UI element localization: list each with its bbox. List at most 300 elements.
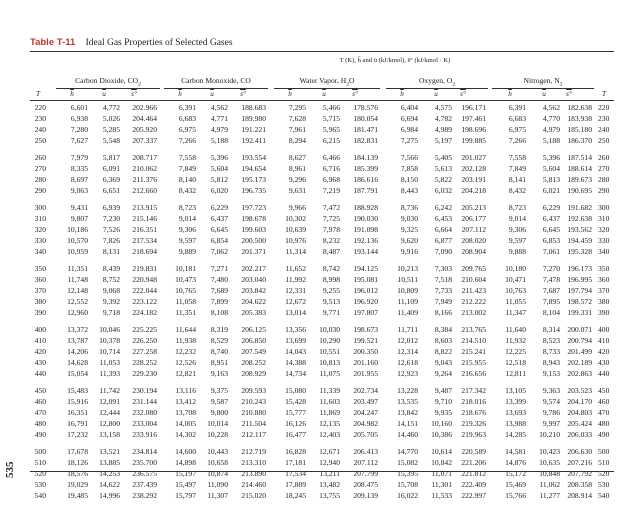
table-number: Table T-11 xyxy=(30,37,76,48)
value-cell: 5,548 xyxy=(102,136,120,145)
value-cell: 17,678 xyxy=(67,447,88,456)
column-header: $\overline{u}$ xyxy=(542,90,546,98)
value-cell: 14,302 xyxy=(175,430,196,439)
temperature-cell: 250 xyxy=(34,136,46,145)
table-row xyxy=(30,113,614,124)
value-cell: 203.191 xyxy=(461,175,486,184)
value-cell: 205.383 xyxy=(241,308,266,317)
value-cell: 8,140 xyxy=(178,175,196,184)
value-cell: 194.459 xyxy=(567,236,592,245)
value-cell: 195.173 xyxy=(241,175,266,184)
value-cell: 9,296 xyxy=(288,175,306,184)
value-cell: 7,518 xyxy=(434,275,452,284)
value-cell: 182.638 xyxy=(567,103,592,112)
value-cell: 213.915 xyxy=(132,203,157,212)
column-header: s° xyxy=(566,90,572,98)
value-cell: 9,800 xyxy=(210,408,228,417)
value-cell: 186.370 xyxy=(567,136,592,145)
temperature-cell: 280 xyxy=(34,175,46,184)
value-cell: 5,604 xyxy=(210,164,228,173)
value-cell: 224.182 xyxy=(132,308,157,317)
column-header: T xyxy=(602,90,606,98)
value-cell: 7,858 xyxy=(400,164,418,173)
value-cell: 10,210 xyxy=(539,430,560,439)
value-cell: 15,197 xyxy=(175,469,196,478)
value-cell: 208.020 xyxy=(461,236,486,245)
value-cell: 15,469 xyxy=(505,480,526,489)
value-cell: 13,699 xyxy=(285,336,306,345)
value-cell: 10,378 xyxy=(99,336,120,345)
value-cell: 8,439 xyxy=(102,264,120,273)
temperature-cell: 310 xyxy=(34,214,46,223)
column-header: $\overline{u}$ xyxy=(102,90,106,98)
value-cell: 9,631 xyxy=(288,186,306,195)
table-row xyxy=(30,307,614,318)
value-cell: 207.337 xyxy=(132,136,157,145)
value-cell: 198.673 xyxy=(353,325,378,334)
value-cell: 5,188 xyxy=(210,136,228,145)
value-cell: 10,551 xyxy=(319,347,340,356)
value-cell: 9,068 xyxy=(102,286,120,295)
column-header: s° xyxy=(460,90,466,98)
column-header: $\overline{h}$ xyxy=(508,90,512,98)
value-cell: 13,755 xyxy=(319,491,340,500)
value-cell: 5,817 xyxy=(102,153,120,162)
value-cell: 216.656 xyxy=(461,369,486,378)
value-cell: 12,821 xyxy=(175,369,196,378)
group-underline xyxy=(386,88,488,89)
value-cell: 13,708 xyxy=(175,408,196,417)
value-cell: 11,314 xyxy=(285,247,306,256)
value-cell: 200.794 xyxy=(567,336,592,345)
value-cell: 10,386 xyxy=(431,430,452,439)
temperature-cell: 390 xyxy=(598,308,610,317)
value-cell: 207.549 xyxy=(241,347,266,356)
value-cell: 11,652 xyxy=(285,264,306,273)
value-cell: 15,497 xyxy=(175,480,196,489)
value-cell: 6,645 xyxy=(210,225,228,234)
value-cell: 196.920 xyxy=(353,297,378,306)
value-cell: 6,229 xyxy=(210,203,228,212)
value-cell: 11,748 xyxy=(67,275,88,284)
value-cell: 17,232 xyxy=(67,430,88,439)
table-row xyxy=(30,457,614,468)
value-cell: 9,587 xyxy=(210,397,228,406)
value-cell: 197.794 xyxy=(567,286,592,295)
value-cell: 16,791 xyxy=(67,419,88,428)
value-cell: 9,264 xyxy=(434,369,452,378)
value-cell: 193.554 xyxy=(241,153,266,162)
temperature-cell: 540 xyxy=(34,491,46,500)
value-cell: 10,302 xyxy=(285,214,306,223)
group-underline xyxy=(164,88,268,89)
temperature-cell: 520 xyxy=(34,469,46,478)
value-cell: 13,105 xyxy=(505,386,526,395)
value-cell: 5,965 xyxy=(322,125,340,134)
table-row xyxy=(30,324,614,335)
value-cell: 10,228 xyxy=(207,430,228,439)
value-cell: 4,979 xyxy=(542,125,560,134)
table-row xyxy=(30,407,614,418)
value-cell: 233.916 xyxy=(132,430,157,439)
group-underline xyxy=(274,88,380,89)
value-cell: 222.409 xyxy=(461,480,486,489)
value-cell: 5,026 xyxy=(102,114,120,123)
temperature-cell: 470 xyxy=(34,408,46,417)
value-cell: 202.966 xyxy=(132,103,157,112)
value-cell: 191.682 xyxy=(567,203,592,212)
value-cell: 19,485 xyxy=(67,491,88,500)
temperature-cell: 230 xyxy=(598,114,610,123)
value-cell: 5,285 xyxy=(102,125,120,134)
value-cell: 5,613 xyxy=(434,164,452,173)
value-cell: 218.016 xyxy=(461,397,486,406)
value-cell: 222.044 xyxy=(132,286,157,295)
table-row xyxy=(30,135,614,146)
value-cell: 10,635 xyxy=(539,458,560,467)
table-row xyxy=(30,335,614,346)
value-cell: 198.696 xyxy=(461,125,486,134)
value-cell: 206.033 xyxy=(567,430,592,439)
value-cell: 12,923 xyxy=(397,369,418,378)
temperature-cell: 390 xyxy=(34,308,46,317)
value-cell: 203.040 xyxy=(241,275,266,284)
value-cell: 8,961 xyxy=(288,164,306,173)
value-cell: 9,889 xyxy=(178,247,196,256)
value-cell: 11,603 xyxy=(319,397,340,406)
value-cell: 10,180 xyxy=(505,264,526,273)
value-cell: 11,055 xyxy=(505,297,526,306)
temperature-cell: 510 xyxy=(598,458,610,467)
value-cell: 218.694 xyxy=(132,247,157,256)
table-row xyxy=(30,102,614,113)
value-cell: 10,959 xyxy=(67,247,88,256)
value-cell: 204.170 xyxy=(567,397,592,406)
value-cell: 219.326 xyxy=(461,419,486,428)
value-cell: 6,664 xyxy=(434,225,452,234)
table-row xyxy=(30,174,614,185)
value-cell: 10,181 xyxy=(175,264,196,273)
value-cell: 7,949 xyxy=(434,297,452,306)
table-row xyxy=(30,296,614,307)
value-cell: 204.982 xyxy=(353,419,378,428)
value-cell: 221.206 xyxy=(461,458,486,467)
value-cell: 12,135 xyxy=(319,419,340,428)
temperature-cell: 380 xyxy=(34,297,46,306)
column-header: s° xyxy=(131,90,137,98)
value-cell: 11,351 xyxy=(67,264,88,273)
value-cell: 208.252 xyxy=(241,358,266,367)
value-cell: 7,090 xyxy=(434,247,452,256)
value-cell: 6,021 xyxy=(542,186,560,195)
table-row xyxy=(30,246,614,257)
value-cell: 191.221 xyxy=(241,125,266,134)
temperature-cell: 490 xyxy=(34,430,46,439)
value-cell: 226.250 xyxy=(132,336,157,345)
table-body xyxy=(30,102,614,507)
temperature-cell: 250 xyxy=(598,136,610,145)
value-cell: 8,166 xyxy=(434,308,452,317)
temperature-cell: 240 xyxy=(34,125,46,134)
value-cell: 12,148 xyxy=(67,286,88,295)
value-cell: 12,232 xyxy=(175,347,196,356)
temperature-cell: 500 xyxy=(598,447,610,456)
row-group xyxy=(30,324,614,379)
value-cell: 237.439 xyxy=(132,480,157,489)
value-cell: 9,771 xyxy=(322,308,340,317)
value-cell: 192.411 xyxy=(241,136,266,145)
value-cell: 200.500 xyxy=(241,236,266,245)
gas-group-title: Oxygen, $O_2$ xyxy=(418,76,456,88)
temperature-cell: 450 xyxy=(598,386,610,395)
value-cell: 208.904 xyxy=(461,247,486,256)
value-cell: 6,694 xyxy=(400,114,418,123)
value-cell: 199.603 xyxy=(241,225,266,234)
value-cell: 199.885 xyxy=(461,136,486,145)
value-cell: 4,562 xyxy=(542,103,560,112)
value-cell: 11,938 xyxy=(175,336,196,345)
value-cell: 183.938 xyxy=(567,114,592,123)
value-cell: 6,091 xyxy=(102,164,120,173)
value-cell: 8,432 xyxy=(178,186,196,195)
value-cell: 7,566 xyxy=(400,153,418,162)
value-cell: 12,091 xyxy=(99,397,120,406)
value-cell: 5,715 xyxy=(322,114,340,123)
value-cell: 7,271 xyxy=(210,264,228,273)
value-cell: 8,384 xyxy=(434,325,452,334)
value-cell: 6,938 xyxy=(70,114,88,123)
value-cell: 9,363 xyxy=(542,386,560,395)
value-cell: 13,211 xyxy=(319,469,340,478)
value-cell: 196.012 xyxy=(353,286,378,295)
value-cell: 7,219 xyxy=(322,186,340,195)
value-cell: 225.225 xyxy=(132,325,157,334)
value-cell: 9,710 xyxy=(434,397,452,406)
value-cell: 10,570 xyxy=(67,236,88,245)
value-cell: 9,597 xyxy=(178,236,196,245)
row-group xyxy=(30,152,614,196)
gas-group-title: Carbon Dioxide, $CO_2$ xyxy=(75,76,141,88)
gas-group-title: Water Vapor, $H_2O$ xyxy=(299,76,355,88)
value-cell: 13,399 xyxy=(505,397,526,406)
value-cell: 201.955 xyxy=(353,369,378,378)
value-cell: 184.139 xyxy=(353,153,378,162)
value-cell: 7,270 xyxy=(542,264,560,273)
value-cell: 192.638 xyxy=(567,214,592,223)
value-cell: 7,733 xyxy=(434,286,452,295)
value-cell: 10,213 xyxy=(397,264,418,273)
value-cell: 213.310 xyxy=(241,458,266,467)
value-cell: 11,307 xyxy=(207,491,228,500)
temperature-cell: 530 xyxy=(34,480,46,489)
value-cell: 7,266 xyxy=(178,136,196,145)
value-cell: 5,188 xyxy=(542,136,560,145)
value-cell: 15,395 xyxy=(397,469,418,478)
value-cell: 229.230 xyxy=(132,369,157,378)
value-cell: 235.700 xyxy=(132,458,157,467)
value-cell: 203.842 xyxy=(241,286,266,295)
table-row xyxy=(30,490,614,501)
value-cell: 217.534 xyxy=(132,236,157,245)
value-cell: 6,242 xyxy=(434,203,452,212)
temperature-cell: 230 xyxy=(34,114,46,123)
value-cell: 11,869 xyxy=(319,408,340,417)
value-cell: 210.604 xyxy=(461,275,486,284)
value-cell: 8,723 xyxy=(508,203,526,212)
value-cell: 182.831 xyxy=(353,136,378,145)
value-cell: 4,562 xyxy=(210,103,228,112)
value-cell: 12,552 xyxy=(67,297,88,306)
value-cell: 11,090 xyxy=(207,480,228,489)
temperature-cell: 460 xyxy=(34,397,46,406)
value-cell: 16,022 xyxy=(397,491,418,500)
value-cell: 6,466 xyxy=(322,153,340,162)
temperature-cell: 520 xyxy=(598,469,610,478)
value-cell: 186.616 xyxy=(353,175,378,184)
value-cell: 4,979 xyxy=(210,125,228,134)
value-cell: 194.125 xyxy=(353,264,378,273)
value-cell: 11,393 xyxy=(99,369,120,378)
value-cell: 193.144 xyxy=(353,247,378,256)
temperature-cell: 480 xyxy=(34,419,46,428)
value-cell: 14,876 xyxy=(505,458,526,467)
temperature-cell: 360 xyxy=(598,275,610,284)
value-cell: 4,575 xyxy=(434,103,452,112)
value-cell: 9,030 xyxy=(400,214,418,223)
table-row xyxy=(30,368,614,379)
value-cell: 209.593 xyxy=(241,386,266,395)
value-cell: 7,280 xyxy=(70,125,88,134)
value-cell: 188.683 xyxy=(241,103,266,112)
value-cell: 10,813 xyxy=(319,358,340,367)
value-cell: 10,874 xyxy=(207,469,228,478)
value-cell: 9,325 xyxy=(400,225,418,234)
value-cell: 227.258 xyxy=(132,347,157,356)
column-headers xyxy=(30,90,614,100)
value-cell: 201.371 xyxy=(241,247,266,256)
value-cell: 7,725 xyxy=(322,214,340,223)
value-cell: 9,392 xyxy=(102,297,120,306)
value-cell: 15,082 xyxy=(397,458,418,467)
value-cell: 14,622 xyxy=(99,480,120,489)
value-cell: 6,939 xyxy=(102,203,120,212)
value-cell: 8,131 xyxy=(102,247,120,256)
value-cell: 212.222 xyxy=(461,297,486,306)
table-row xyxy=(30,479,614,490)
value-cell: 208.929 xyxy=(241,369,266,378)
temperature-cell: 400 xyxy=(34,325,46,334)
value-cell: 10,186 xyxy=(67,225,88,234)
value-cell: 215.955 xyxy=(461,358,486,367)
value-cell: 14,206 xyxy=(67,347,88,356)
value-cell: 7,899 xyxy=(210,297,228,306)
value-cell: 10,658 xyxy=(207,458,228,467)
value-cell: 188.928 xyxy=(353,203,378,212)
value-cell: 202.189 xyxy=(567,358,592,367)
temperature-cell: 290 xyxy=(34,186,46,195)
value-cell: 9,513 xyxy=(322,297,340,306)
value-cell: 10,014 xyxy=(207,419,228,428)
value-cell: 208.914 xyxy=(567,491,592,500)
value-cell: 14,734 xyxy=(285,369,306,378)
value-cell: 190.030 xyxy=(353,214,378,223)
value-cell: 10,714 xyxy=(99,347,120,356)
value-cell: 9,255 xyxy=(322,286,340,295)
value-cell: 9,043 xyxy=(434,358,452,367)
value-cell: 10,030 xyxy=(319,325,340,334)
table-top-rule xyxy=(30,51,614,52)
value-cell: 14,581 xyxy=(505,447,526,456)
value-cell: 208.717 xyxy=(132,153,157,162)
column-header: $\overline{u}$ xyxy=(210,90,214,98)
table-row xyxy=(30,213,614,224)
table-row xyxy=(30,235,614,246)
temperature-cell: 430 xyxy=(598,358,610,367)
value-cell: 10,473 xyxy=(175,275,196,284)
value-cell: 185.399 xyxy=(353,164,378,173)
table-row xyxy=(30,274,614,285)
value-cell: 13,158 xyxy=(99,430,120,439)
table-row xyxy=(30,446,614,457)
value-cell: 8,943 xyxy=(542,358,560,367)
value-cell: 206.850 xyxy=(241,336,266,345)
value-cell: 6,437 xyxy=(542,214,560,223)
value-cell: 8,487 xyxy=(322,247,340,256)
value-cell: 15,483 xyxy=(67,386,88,395)
value-cell: 205.424 xyxy=(567,419,592,428)
value-cell: 203.497 xyxy=(353,397,378,406)
value-cell: 233.004 xyxy=(132,419,157,428)
row-group xyxy=(30,446,614,501)
value-cell: 15,708 xyxy=(397,480,418,489)
table-row xyxy=(30,418,614,429)
value-cell: 13,988 xyxy=(505,419,526,428)
value-cell: 9,375 xyxy=(210,386,228,395)
value-cell: 215.241 xyxy=(461,347,486,356)
value-cell: 8,752 xyxy=(102,275,120,284)
value-cell: 6,020 xyxy=(210,186,228,195)
value-cell: 15,777 xyxy=(285,408,306,417)
value-cell: 13,412 xyxy=(175,397,196,406)
value-cell: 187.791 xyxy=(353,186,378,195)
value-cell: 7,979 xyxy=(70,153,88,162)
temperature-cell: 290 xyxy=(598,186,610,195)
value-cell: 14,460 xyxy=(397,430,418,439)
value-cell: 197.807 xyxy=(353,308,378,317)
value-cell: 8,603 xyxy=(434,336,452,345)
value-cell: 204.622 xyxy=(241,297,266,306)
value-cell: 9,620 xyxy=(400,236,418,245)
value-cell: 6,215 xyxy=(322,136,340,145)
column-header: $\overline{h}$ xyxy=(400,90,404,98)
column-header: $\overline{h}$ xyxy=(288,90,292,98)
value-cell: 7,558 xyxy=(178,153,196,162)
value-cell: 7,895 xyxy=(542,297,560,306)
value-cell: 6,032 xyxy=(434,186,452,195)
value-cell: 204.464 xyxy=(132,114,157,123)
table-row xyxy=(30,396,614,407)
value-cell: 7,480 xyxy=(210,275,228,284)
column-header: $\overline{u}$ xyxy=(434,90,438,98)
value-cell: 201.160 xyxy=(353,358,378,367)
value-cell: 188.614 xyxy=(567,164,592,173)
value-cell: 203.523 xyxy=(567,386,592,395)
value-cell: 13,372 xyxy=(67,325,88,334)
value-cell: 7,961 xyxy=(288,125,306,134)
value-cell: 185.180 xyxy=(567,125,592,134)
value-cell: 10,160 xyxy=(431,419,452,428)
temperature-cell: 450 xyxy=(34,386,46,395)
